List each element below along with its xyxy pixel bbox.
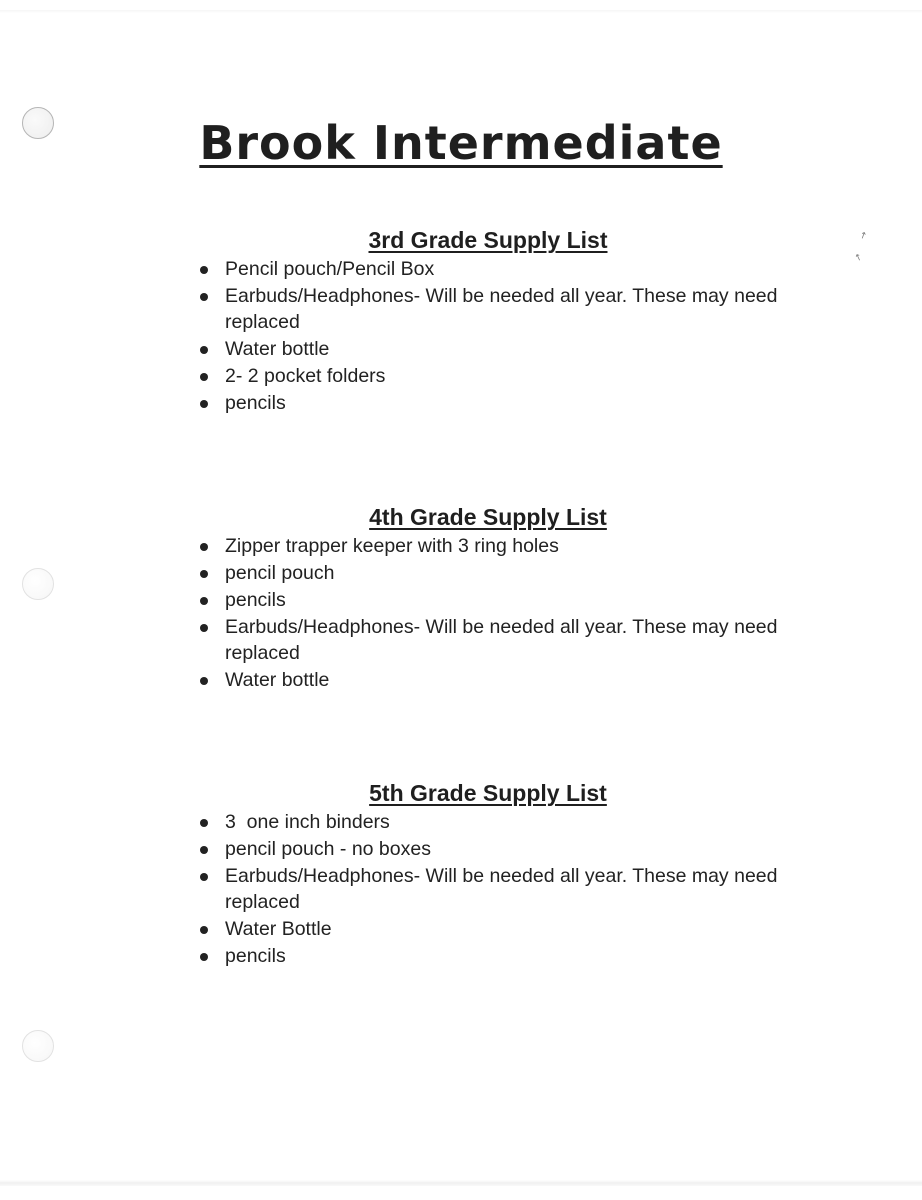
scan-edge-bottom [0,1180,922,1186]
list-item [200,391,780,417]
page-title: Brook Intermediate [199,116,723,170]
list-item [200,837,780,863]
list-item [200,810,780,836]
bullet-icon [200,373,208,381]
list-item-text: Water bottle [225,337,330,360]
list-item [200,284,780,335]
scan-edge-top [0,10,922,13]
supply-list [200,257,780,416]
bullet-icon [200,543,208,551]
bullet-icon [200,873,208,881]
list-item-text: Pencil pouch/Pencil Box [225,258,435,280]
list-item-text: Earbuds/Headphones- Will be needed all year. These may need replaced [225,285,778,333]
list-item-text: Water bottle [225,668,330,691]
bullet-icon [200,819,208,827]
bullet-icon [200,953,208,961]
supply-section-4th-grade [0,502,922,695]
bullet-icon [200,400,208,408]
list-item-text: pencils [225,944,286,967]
scan-speck: ↖ [852,252,864,265]
bullet-icon [200,597,208,605]
list-item [200,615,780,666]
list-item [200,561,780,587]
section-heading: 4th Grade Supply List [369,504,607,530]
list-item [200,257,780,283]
section-heading: 3rd Grade Supply List [368,227,608,253]
list-item [200,588,780,614]
list-item [200,534,780,560]
list-item [200,944,780,970]
bullet-icon [200,266,208,274]
supply-list [200,810,780,969]
bullet-icon [200,624,208,632]
list-item-text: 3 one inch binders [225,811,390,833]
bullet-icon [200,677,208,685]
list-item-text: pencil pouch - no boxes [225,838,431,860]
list-item-text: pencils [225,391,286,414]
supply-list [200,534,780,693]
list-item-text: pencil pouch [225,562,335,584]
section-heading: 5th Grade Supply List [369,780,607,806]
list-item [200,337,780,363]
list-item-text: Earbuds/Headphones- Will be needed all year. These may need replaced [225,616,778,664]
list-item-text: 2- 2 pocket folders [225,364,386,387]
bullet-icon [200,570,208,578]
supply-section-3rd-grade [0,225,922,418]
list-item-text: Earbuds/Headphones- Will be needed all year. These may need replaced [225,865,778,913]
binder-hole-bottom [22,1030,54,1062]
bullet-icon [200,846,208,854]
list-item-text: Zipper trapper keeper with 3 ring holes [225,535,559,557]
scan-speck: ↗ [858,229,870,243]
list-item [200,864,780,915]
list-item [200,364,780,390]
list-item [200,917,780,943]
list-item [200,668,780,694]
bullet-icon [200,926,208,934]
list-item-text: pencils [225,589,286,611]
supply-section-5th-grade [0,778,922,971]
list-item-text: Water Bottle [225,917,332,940]
bullet-icon [200,293,208,301]
bullet-icon [200,346,208,354]
